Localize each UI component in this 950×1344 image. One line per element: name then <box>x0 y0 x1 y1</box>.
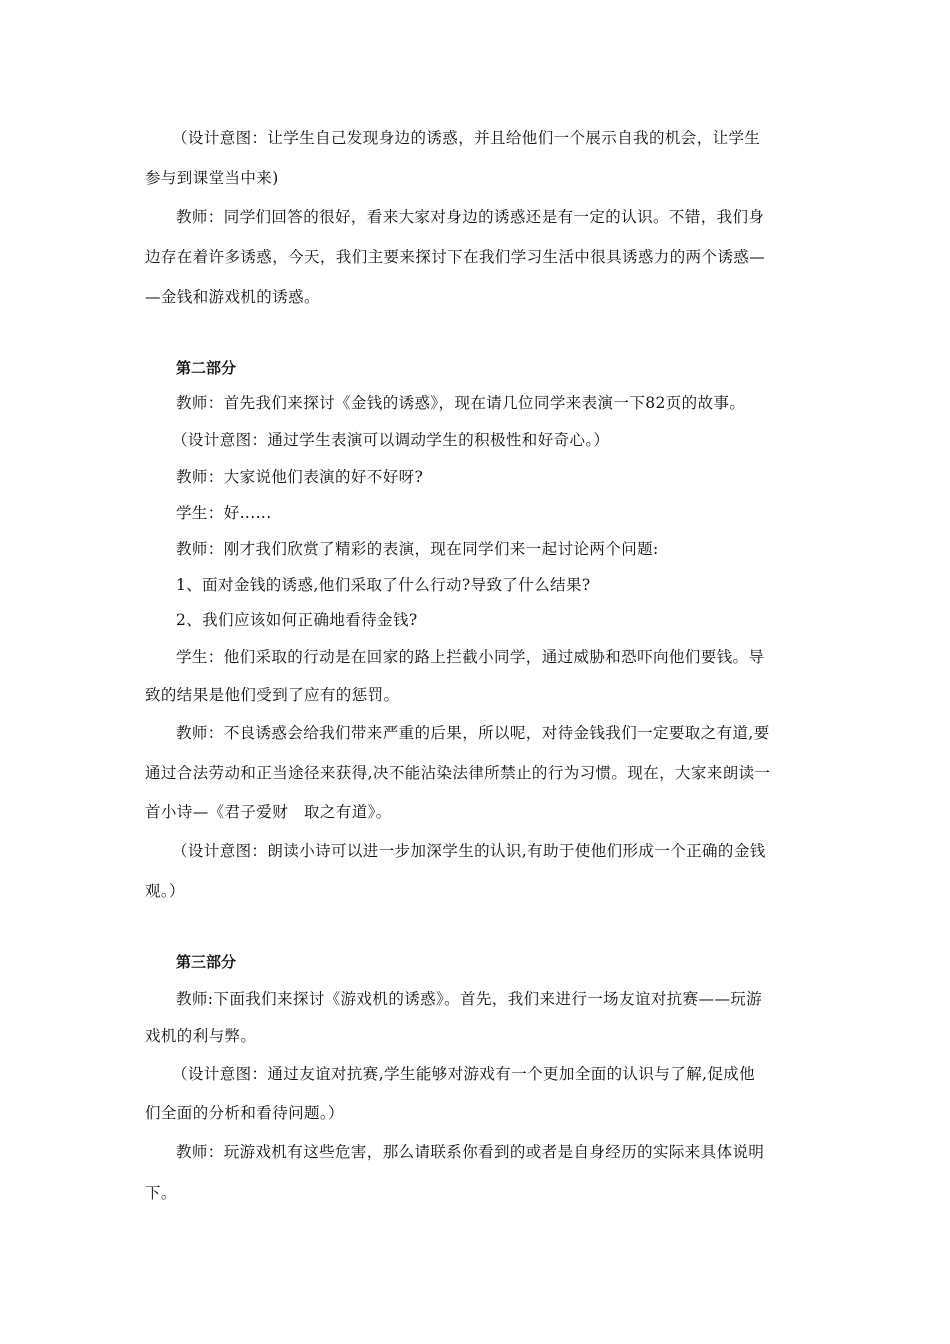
design-intent-note: （设计意图：通过学生表演可以调动学生的积极性和好奇心。） <box>172 431 610 449</box>
teacher-paragraph: 教师：同学们回答的很好，看来大家对身边的诱惑还是有一定的认识。不错，我们身 <box>176 208 765 226</box>
question-item: 2、我们应该如何正确地看待金钱? <box>176 611 418 629</box>
teacher-line: 教师：刚才我们欣赏了精彩的表演，现在同学们来一起讨论两个问题: <box>176 540 659 558</box>
design-intent-note: （设计意图：让学生自己发现身边的诱惑，并且给他们一个展示自我的机会，让学生 <box>172 129 761 147</box>
student-line: 学生：好...... <box>176 504 272 522</box>
teacher-paragraph-cont: —金钱和游戏机的诱惑。 <box>145 288 320 306</box>
section-heading-part3: 第三部分 <box>176 953 237 971</box>
student-paragraph-cont: 致的结果是他们受到了应有的惩罚。 <box>145 686 400 704</box>
teacher-paragraph-cont: 通过合法劳动和正当途径来获得,决不能沾染法律所禁止的行为习惯。现在，大家来朗读一 <box>145 764 771 782</box>
teacher-paragraph-cont: 首小诗—《君子爱财 取之有道》。 <box>145 803 392 821</box>
teacher-paragraph-cont: 下。 <box>145 1184 177 1202</box>
teacher-paragraph-cont: 边存在着许多诱惑，今天，我们主要来探讨下在我们学习生活中很具诱惑力的两个诱惑— <box>145 248 766 266</box>
student-paragraph: 学生：他们采取的行动是在回家的路上拦截小同学，通过威胁和恐吓向他们要钱。导 <box>176 648 765 666</box>
teacher-line: 教师：大家说他们表演的好不好呀? <box>176 468 424 486</box>
teacher-line: 教师：首先我们来探讨《金钱的诱惑》，现在请几位同学来表演一下82页的故事。 <box>176 394 746 412</box>
design-intent-note-cont: 观。） <box>145 882 185 900</box>
teacher-paragraph-cont: 戏机的利与弊。 <box>145 1027 257 1045</box>
teacher-paragraph: 教师：玩游戏机有这些危害，那么请联系你看到的或者是自身经历的实际来具体说明 <box>176 1143 765 1161</box>
section-heading-part2: 第二部分 <box>176 359 237 377</box>
teacher-paragraph: 教师:下面我们来探讨《游戏机的诱惑》。首先，我们来进行一场友谊对抗赛——玩游 <box>176 990 763 1008</box>
design-intent-note-cont: 参与到课堂当中来) <box>145 169 279 187</box>
question-item: 1、面对金钱的诱惑,他们采取了什么行动?导致了什么结果? <box>176 576 591 594</box>
design-intent-note-cont: 们全面的分析和看待问题。） <box>145 1104 344 1122</box>
teacher-paragraph: 教师：不良诱惑会给我们带来严重的后果，所以呢，对待金钱我们一定要取之有道,要 <box>176 724 770 742</box>
design-intent-note: （设计意图：朗读小诗可以进一步加深学生的认识,有助于使他们形成一个正确的金钱 <box>172 842 766 860</box>
design-intent-note: （设计意图：通过友谊对抗赛,学生能够对游戏有一个更加全面的认识与了解,促成他 <box>172 1065 756 1083</box>
